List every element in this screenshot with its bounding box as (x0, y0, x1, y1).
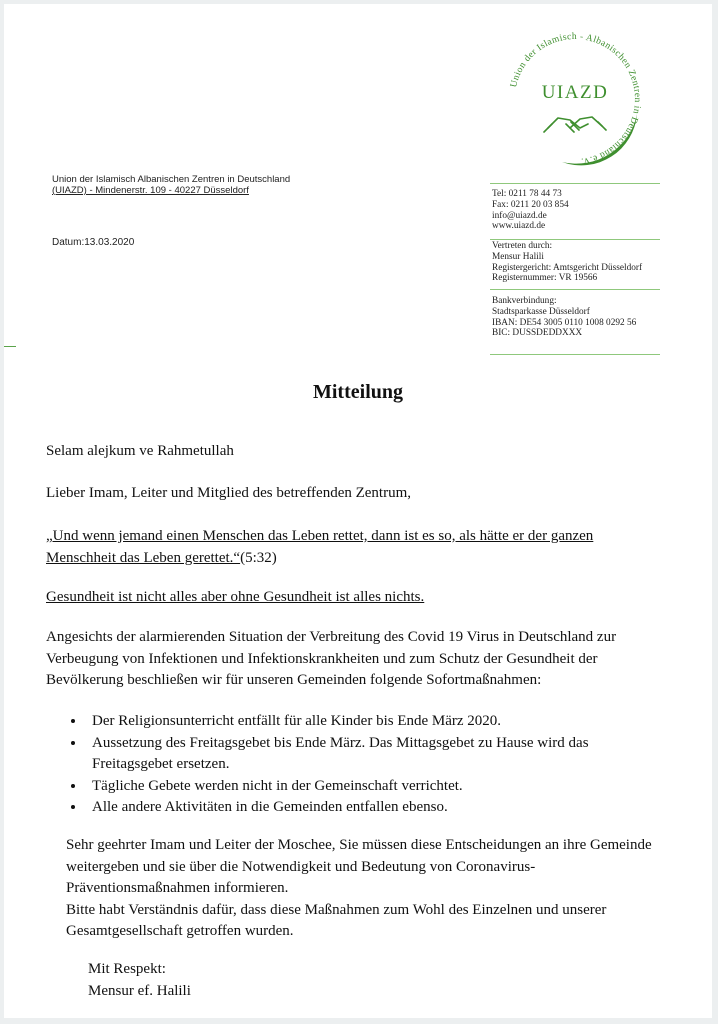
list-item: • Der Religionsunterricht entfällt für alle Kinder bis Ende März 2020. (86, 711, 686, 733)
measures-list (64, 711, 686, 819)
closing-line-5: Gesamtgesellschaft getroffen wurden. (66, 923, 294, 939)
divider (490, 289, 660, 290)
greeting: Selam alejkum ve Rahmetullah (46, 443, 234, 459)
quote (46, 526, 676, 569)
intro-line-1: Angesichts der alarmierenden Situation der Verbreitung des Covid 19 Virus in Deutschland zur (46, 629, 617, 645)
contact-block (492, 189, 569, 232)
phone: Tel: 0211 78 44 73 (492, 189, 562, 199)
health-statement: Gesundheit ist nicht alles aber ohne Gesundheit ist alles nichts. (46, 589, 425, 605)
register-court: Registergericht: Amtsgericht Düsseldorf (492, 262, 643, 273)
uiazd-logo (500, 24, 650, 174)
list-item: • Aussetzung des Freitagsgebet bis Ende März. Das Mittagsgebet zu Hause wird das Freitagsgebet ersetzen. (86, 733, 686, 776)
closing-paragraph (66, 835, 696, 943)
intro-paragraph (46, 627, 676, 692)
register-number: Registernummer: VR 19566 (492, 273, 598, 284)
divider (490, 239, 660, 240)
divider (490, 354, 660, 355)
representation-block (492, 241, 642, 284)
fold-mark (4, 346, 16, 347)
salutation: Lieber Imam, Leiter und Mitglied des betreffenden Zentrum, (46, 485, 412, 501)
letter-page (4, 4, 712, 1018)
bank-name: Stadtsparkasse Düsseldorf (492, 306, 590, 317)
letter-date: Datum:13.03.2020 (52, 237, 135, 248)
fax: Fax: 0211 20 03 854 (492, 199, 569, 210)
sender-line-2: (UIAZD) - Mindenerstr. 109 - 40227 Düsseldorf (52, 185, 249, 196)
quote-line-1: „Und wenn jemand einen Menschen das Leben rettet, dann ist es so, als hätte er der ganzen (46, 528, 594, 544)
logo-ring-text: Union der Islamisch - Albanischen Zentren in Deutschland e.V. (509, 31, 643, 166)
page-title: Mitteilung (313, 381, 403, 403)
closing-line-1: Sehr geehrter Imam und Leiter der Moschee, Sie müssen diese Entscheidungen an ihre Gemeinde (66, 837, 652, 853)
email: info@uiazd.de (492, 210, 547, 221)
closing-line-3: Präventionsmaßnahmen informieren. (66, 880, 289, 896)
sender-line-1: Union der Islamisch Albanischen Zentren in Deutschland (52, 174, 291, 185)
bank-block (492, 296, 636, 339)
intro-line-3: Bevölkerung beschließen wir für unseren Gemeinden folgende Sofortmaßnahmen: (46, 672, 542, 688)
respect-line: Mit Respekt: (88, 961, 166, 977)
signature (88, 959, 718, 1002)
quote-reference: (5:32) (240, 549, 277, 566)
intro-line-2: Verbeugung von Infektionen und Infektionskrankheiten und zum Schutz der Gesundheit der (46, 650, 598, 667)
closing-line-4: Bitte habt Verständnis dafür, dass diese Maßnahmen zum Wohl des Einzelnen und unserer (66, 901, 607, 918)
list-item: • Tägliche Gebete werden nicht in der Gemeinschaft verrichtet. (86, 776, 686, 798)
handshake-icon (544, 117, 606, 132)
closing-line-2: weitergeben und sie über die Notwendigkeit und Bedeutung von Coronavirus- (66, 858, 536, 875)
quote-line-2: Menschheit das Leben gerettet.“ (46, 549, 241, 566)
sender-address (52, 174, 290, 196)
logo-emblem (500, 24, 650, 174)
list-item: • Alle andere Aktivitäten in die Gemeinden entfallen ebenso. (86, 797, 686, 819)
rep-name: Mensur Halili (492, 251, 544, 262)
signer-name: Mensur ef. Halili (88, 982, 191, 999)
bic: BIC: DUSSDEDDXXX (492, 328, 583, 339)
website: www.uiazd.de (492, 221, 546, 232)
iban: IBAN: DE54 3005 0110 1008 0292 56 (492, 317, 637, 328)
logo-text: UIAZD (541, 82, 609, 103)
divider (490, 183, 660, 184)
bank-heading: Bankverbindung: (492, 296, 557, 306)
rep-heading: Vertreten durch: (492, 241, 553, 251)
